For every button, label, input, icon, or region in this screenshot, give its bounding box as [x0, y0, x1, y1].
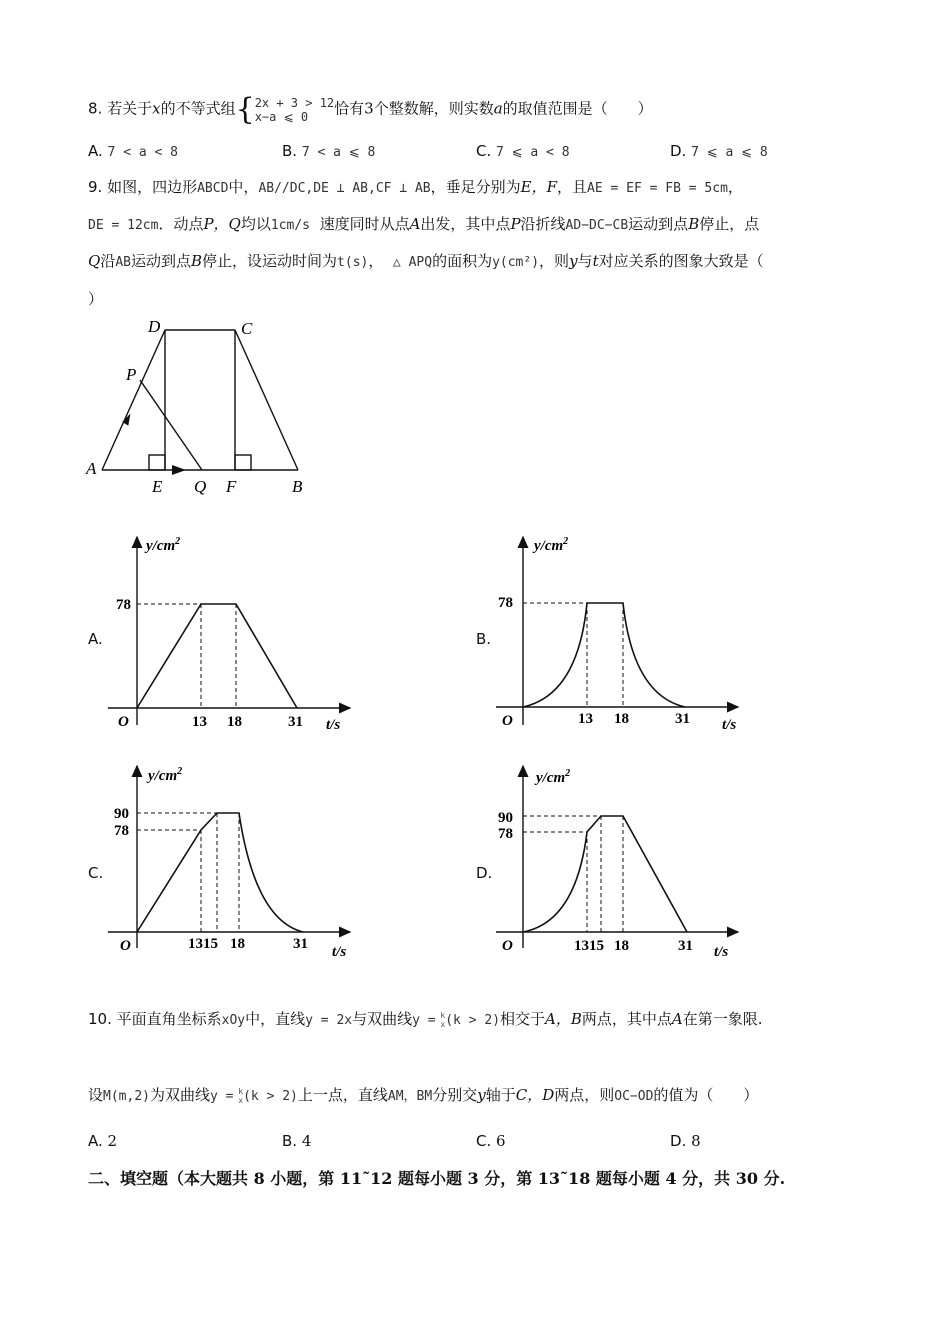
- q9-option-d-label[interactable]: D.: [476, 864, 493, 882]
- label-a: A: [86, 459, 97, 478]
- q8-text: 的取值范围是（ ）: [502, 99, 653, 118]
- q10-text: 为双曲线: [149, 1086, 210, 1104]
- q8-var-a: a: [493, 99, 503, 118]
- q9-graph-b[interactable]: [488, 525, 748, 740]
- q9-math: A: [409, 215, 421, 233]
- xtick-18: 18: [230, 936, 245, 952]
- q9-math: AB: [115, 255, 131, 270]
- ytick-78: 78: [498, 595, 513, 611]
- q9-text: ，: [727, 178, 743, 196]
- q9-number: 9.: [88, 178, 103, 196]
- option-label: C.: [476, 1132, 492, 1150]
- label-d: D: [148, 317, 161, 336]
- origin-label: O: [502, 713, 513, 729]
- q8-var-x: x: [152, 99, 161, 118]
- y-label: $y/cm^2$: [536, 768, 571, 786]
- option-text: 8: [691, 1132, 701, 1150]
- xtick-31: 31: [675, 711, 690, 727]
- origin-label: O: [502, 938, 513, 954]
- q10-option-a[interactable]: [88, 1132, 117, 1150]
- option-label: A.: [88, 1132, 103, 1150]
- q8-ineq1: 2x + 3 > 12: [254, 95, 335, 110]
- q10-math: (k > 2): [243, 1089, 298, 1104]
- q9-text: ，且: [557, 178, 588, 196]
- q9-math: AD−DC−CB: [565, 218, 629, 233]
- label-p: P: [126, 365, 137, 384]
- q10-text: 在第一象限.: [682, 1010, 763, 1028]
- x-label: t/s: [326, 717, 341, 733]
- q9-text: 均以: [240, 215, 271, 233]
- graph-curve: [523, 816, 687, 932]
- label-c: C: [241, 319, 253, 338]
- option-label: C.: [476, 142, 492, 160]
- q9-text: ，则: [539, 252, 570, 270]
- q10-math: y =: [412, 1013, 436, 1028]
- label-f: F: [226, 477, 237, 496]
- ytick-78: 78: [114, 823, 129, 839]
- xtick-18: 18: [614, 711, 629, 727]
- q9-text: ，: [368, 252, 384, 270]
- ytick-90: 90: [498, 810, 513, 826]
- q9-graph-a[interactable]: [100, 525, 360, 740]
- q10-text: 中，直线: [245, 1010, 306, 1028]
- label-q: Q: [194, 477, 207, 496]
- q8-text: 的不等式组: [160, 99, 236, 118]
- q10-text: 相交于: [500, 1010, 546, 1028]
- q8-ineq2: x−a ⩽ 0: [254, 109, 309, 124]
- x-label: t/s: [722, 717, 737, 733]
- q10-math: y: [477, 1086, 486, 1104]
- y-label: $y/cm^2$: [146, 536, 181, 554]
- q10-math: A，B: [545, 1010, 582, 1028]
- q10-number: 10.: [88, 1010, 112, 1028]
- q9-math: y: [569, 252, 578, 270]
- q9-math: 1cm/s: [270, 218, 311, 233]
- q10-text: 两点，其中点: [581, 1010, 672, 1028]
- label-b: B: [292, 477, 303, 496]
- option-text: 7 ⩽ a ⩽ 8: [691, 145, 768, 160]
- q9-option-a-label[interactable]: A.: [88, 630, 103, 648]
- graph-curve: [137, 813, 303, 932]
- xtick-31: 31: [288, 714, 303, 730]
- q9-text: 沿: [100, 252, 116, 270]
- section-2-title: 二、填空题（本大题共 8 小题，第 11˜12 题每小题 3 分，第 13˜18 题每小题 4 分，共 30 分.: [88, 1169, 786, 1188]
- segment-cb: [235, 330, 298, 470]
- q9-math: ABCD: [197, 181, 229, 196]
- fraction-k-over-x: k x: [238, 1087, 244, 1105]
- q10-option-d[interactable]: [670, 1132, 701, 1150]
- option-label: D.: [670, 1132, 687, 1150]
- q10-option-b[interactable]: [282, 1132, 311, 1150]
- q9-math: AE = EF = FB = 5cm: [587, 181, 728, 196]
- fraction-k-over-x: k x: [440, 1011, 446, 1029]
- q9-trapezoid-figure: [80, 312, 320, 502]
- q9-option-b-label[interactable]: B.: [476, 630, 492, 648]
- label-e: E: [152, 477, 163, 496]
- q10-math: AM，BM: [387, 1089, 433, 1104]
- xtick-13: 13: [578, 711, 593, 727]
- y-label: $y/cm^2$: [148, 766, 183, 784]
- q9-graph-c[interactable]: [100, 760, 360, 975]
- q9-math: B: [688, 215, 700, 233]
- q8-text: 若关于: [107, 99, 153, 118]
- ytick-78: 78: [498, 826, 513, 842]
- q9-math: DE = 12cm: [88, 218, 159, 233]
- option-text: 2: [107, 1132, 118, 1150]
- q10-math: (k > 2): [445, 1013, 501, 1028]
- q9-math: y(cm²): [492, 255, 540, 270]
- q9-text: ．动点: [158, 215, 204, 233]
- q9-line-4: ）: [88, 290, 104, 308]
- ytick-78: 78: [116, 597, 131, 613]
- q9-math: t: [592, 252, 599, 270]
- q9-text: 的面积为: [432, 252, 493, 270]
- q10-text: 的值为（ ）: [653, 1086, 759, 1104]
- q8-inequality-system: [255, 96, 334, 124]
- option-label: D.: [670, 142, 687, 160]
- q10-math: M(m,2): [103, 1089, 150, 1104]
- option-label: B.: [282, 1132, 298, 1150]
- q10-math: C，D: [515, 1086, 555, 1104]
- q10-text: 设: [88, 1086, 104, 1104]
- q10-math: A: [671, 1010, 683, 1028]
- q9-text: 中，: [228, 178, 259, 196]
- q9-text: 运动到点: [628, 215, 689, 233]
- q10-option-c[interactable]: [476, 1132, 506, 1150]
- graph-curve: [523, 603, 685, 707]
- option-label: A.: [88, 142, 103, 160]
- q8-option-a[interactable]: [88, 142, 178, 160]
- q9-line-2: [88, 213, 759, 234]
- q9-math: P: [510, 215, 521, 233]
- ytick-90: 90: [114, 806, 129, 822]
- q9-text: 停止，设运动时间为: [202, 252, 338, 270]
- xtick-13-15: 1315: [574, 938, 604, 954]
- option-text: 7 < a < 8: [107, 145, 178, 160]
- xtick-18: 18: [614, 938, 629, 954]
- origin-label: O: [120, 938, 131, 954]
- q9-line-1: [88, 176, 743, 197]
- q10-math: xOy: [221, 1013, 246, 1028]
- q9-math: Q: [88, 252, 101, 270]
- q9-math: t(s): [337, 255, 369, 270]
- q9-text: 对应关系的图象大致是（: [598, 252, 764, 270]
- arrow-right-icon: [172, 465, 186, 475]
- q10-math: y = 2x: [305, 1013, 353, 1028]
- xtick-13: 13: [192, 714, 207, 730]
- q9-option-c-label[interactable]: C.: [88, 864, 104, 882]
- right-angle-f: [235, 455, 251, 470]
- y-label: $y/cm^2$: [534, 536, 569, 554]
- q9-text: 出发，其中点: [420, 215, 511, 233]
- q10-text: 分别交: [432, 1086, 478, 1104]
- q8-number: 8.: [88, 99, 103, 118]
- q9-math: P，Q: [203, 215, 241, 233]
- xtick-13-15: 1315: [188, 936, 218, 952]
- q9-text: 与: [577, 252, 593, 270]
- option-text: 4: [301, 1132, 312, 1150]
- option-text: 7 < a ⩽ 8: [301, 145, 376, 160]
- graph-line: [137, 604, 297, 708]
- q9-text: 沿折线: [520, 215, 566, 233]
- q9-text: 运动到点: [130, 252, 191, 270]
- q10-text: 上一点，直线: [297, 1086, 388, 1104]
- xtick-31: 31: [293, 936, 308, 952]
- q8-option-d[interactable]: [670, 142, 768, 160]
- q10-line-2: [88, 1084, 758, 1105]
- right-angle-e: [149, 455, 165, 470]
- q9-line-3: [88, 250, 764, 271]
- q9-math: △ APQ: [392, 255, 433, 270]
- origin-label: O: [118, 714, 129, 730]
- q9-graph-d[interactable]: [488, 760, 748, 975]
- q9-text: 速度同时从点: [319, 215, 410, 233]
- q10-text: 两点，则: [554, 1086, 615, 1104]
- q9-text: 停止，点: [699, 215, 760, 233]
- q9-math: AB//DC,DE ⊥ AB,CF ⊥ AB: [258, 181, 431, 196]
- q8-option-b[interactable]: [282, 142, 375, 160]
- q8-stem: 8. 若关于x的不等式组{2x + 3 > 12 x−a ⩽ 0 恰有3个整数解，则实数a的取值范围是（ ）: [88, 92, 653, 127]
- q8-option-c[interactable]: [476, 142, 570, 160]
- q10-math: OC−OD: [614, 1089, 654, 1104]
- x-label: t/s: [332, 944, 347, 960]
- q9-math: B: [191, 252, 203, 270]
- q10-math: y =: [210, 1089, 234, 1104]
- q9-text: ，垂足分别为: [430, 178, 521, 196]
- q10-line-1: [88, 1008, 763, 1029]
- q10-text: 与双曲线: [352, 1010, 413, 1028]
- option-text: 7 ⩽ a < 8: [496, 145, 570, 160]
- option-label: B.: [282, 142, 298, 160]
- q10-text: 平面直角坐标系: [116, 1010, 222, 1028]
- x-label: t/s: [714, 944, 729, 960]
- segment-ad: [102, 330, 165, 470]
- q9-math: E，F: [520, 178, 557, 196]
- q8-text: 恰有3个整数解，则实数: [334, 99, 494, 118]
- q9-text: 如图，四边形: [107, 178, 198, 196]
- xtick-18: 18: [227, 714, 242, 730]
- option-text: 6: [496, 1132, 506, 1150]
- xtick-31: 31: [678, 938, 693, 954]
- q10-text: 轴于: [485, 1086, 516, 1104]
